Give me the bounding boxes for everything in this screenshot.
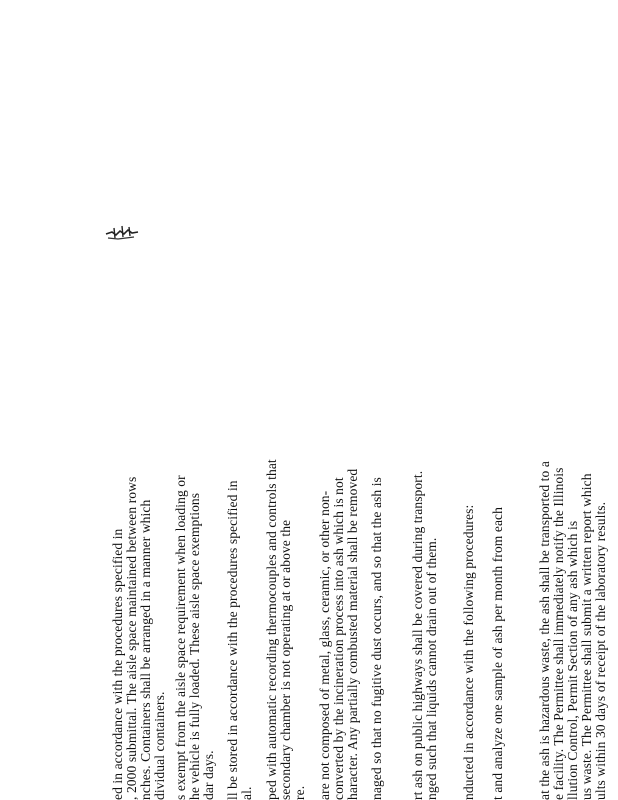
text-line: nches. Containers shall be arranged in a manner which	[138, 499, 153, 800]
text-line: t and analyze one sample of ash per month from each	[490, 507, 505, 800]
text-line: e facility. The Permittee shall immediately notify the Illinois	[551, 467, 566, 800]
text-line: nged such that liquids cannot drain out of them.	[424, 537, 439, 800]
text-line: rt ash on public highways shall be covered during transport.	[410, 470, 425, 800]
text-line: al.	[239, 786, 254, 800]
text-line: naged so that no fugitive dust occurs, and so that the ash is	[369, 477, 384, 800]
text-line: converted by the incineration process into ash which is not	[331, 477, 346, 800]
text-line: ults within 30 days of receipt of the laboratory results.	[593, 501, 608, 800]
text-line: llution Control, Permit Section of any ash which is	[565, 520, 580, 800]
text-line: us waste. The Permittee shall submit a written report which	[579, 473, 594, 800]
text-line: are not composed of metal, glass, ceramic, or other non-	[317, 490, 332, 800]
text-line: ll be stored in accordance with the procedures specified in	[225, 480, 240, 800]
text-line: dividual containers.	[152, 691, 167, 800]
text-line: dar days.	[201, 750, 216, 800]
text-line: at the ash is hazardous waste, the ash shall be transported to a	[537, 461, 552, 800]
text-line: secondary chamber is not operating at or above the	[278, 519, 293, 800]
text-line: nducted in accordance with the following procedures:	[461, 504, 476, 800]
text-line: s exempt from the aisle space requirement when loading or	[173, 475, 188, 800]
text-line: ped with automatic recording thermocouples and controls that	[264, 459, 279, 800]
text-line: he vehicle is fully loaded. These aisle space exemptions	[187, 492, 202, 800]
text-line: haracter. Any partially combusted material shall be removed	[345, 468, 360, 800]
text-line: re.	[292, 785, 307, 800]
text-line: , 2000 submittal. The aisle space maintained between rows	[124, 476, 139, 800]
text-line: ed in accordance with the procedures specified in	[110, 528, 125, 800]
